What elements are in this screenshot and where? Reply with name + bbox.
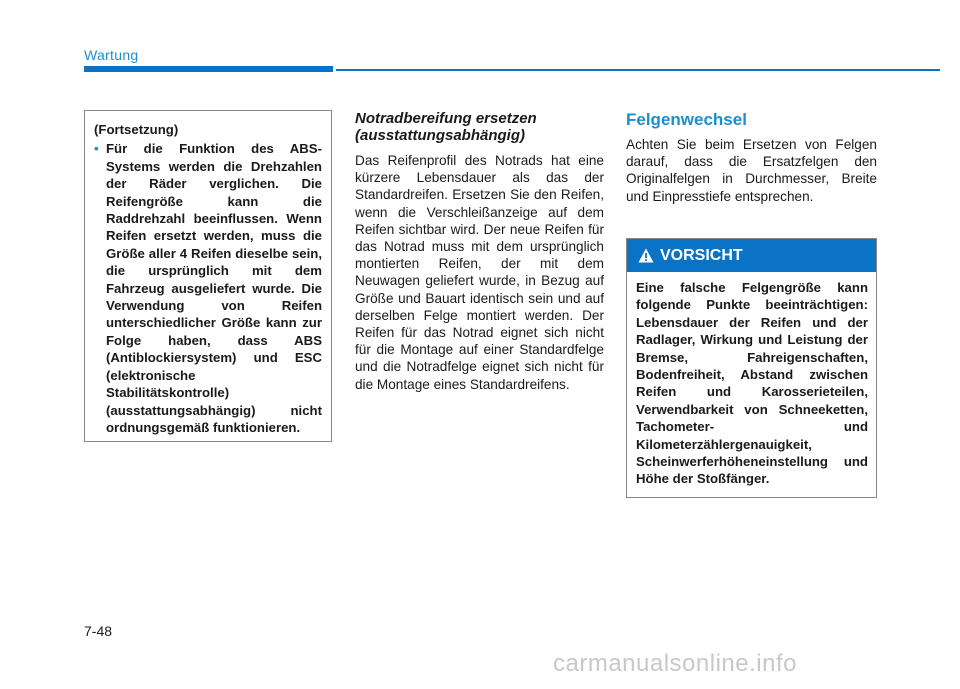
continuation-text: Für die Funktion des ABS-Systems werden die Drehzahlen der Räder verglichen. Die Reifengröße kann die Raddrehzahl beeinflussen. Wenn Reifen ersetzt werden, muss die Größe aller 4 Reifen dieselbe sein, die ursprünglich mit dem Fahrzeug ausgeliefert wurde. Die Verwendung von Reifen unterschiedlicher Größe kann zur Folge haben, dass ABS (Antiblockiersystem) und ESC (elektronische Stabilitätskontrolle) (ausstattungsabhängig) nicht ordnungsgemäß funktionieren. [106, 141, 322, 435]
watermark: carmanualsonline.info [553, 650, 797, 677]
spare-tire-subtitle: (ausstattungsabhängig) [355, 127, 526, 144]
continuation-bullet-item [94, 140, 322, 436]
wheel-change-section [626, 110, 877, 205]
bullet-icon: • [94, 141, 99, 157]
page-number: 7-48 [84, 623, 113, 639]
section-title: Wartung [84, 47, 139, 63]
caution-label: VORSICHT [660, 246, 743, 264]
warning-triangle-icon [638, 248, 654, 263]
continuation-box [84, 110, 332, 442]
spare-tire-section [355, 110, 604, 393]
spare-tire-body: Das Reifenprofil des Notrads hat eine kürzere Lebensdauer als das der Standardreifen. Ersetzen Sie den Reifen, wenn die Verschleißanzeige auf dem Reifen sichtbar wird. Der neue Reifen für das Notrad muss mit dem ursprünglich montierten Reifen, der mit dem Neuwagen geliefert wurde, in Bezug auf Größe und Bauart identisch sein und auf derselben Felge montiert werden. Der Reifen für das Notrad eignet sich nicht für die Montage auf einer Standardfelge und die Notradfelge eignet sich nicht für die Montage eines Standardreifens. [355, 153, 604, 392]
header-rule-thick [84, 66, 333, 72]
caution-header [627, 239, 876, 272]
caution-text: Eine falsche Felgengröße kann folgende Punkte beeinträchtigen: Lebensdauer der Reifen und der Radlager, Wirkung und Leistung der Bremse, Fahreigenschaften, Bodenfreiheit, Abstand zwischen Reifen und Karosserieteilen, Verwendbarkeit von Schneeketten, Tachometer- und Kilometerzählergenauigkeit, Scheinwerferhöheneinstellung und Höhe der Stoßfänger. [636, 280, 868, 487]
spare-tire-heading [355, 110, 604, 144]
wheel-change-body: Achten Sie beim Ersetzen von Felgen darauf, dass die Ersatzfelgen den Originalfelgen in Durchmesser, Breite und Einpresstiefe entsprechen. [626, 137, 877, 204]
continuation-heading: (Fortsetzung) [94, 122, 179, 137]
header-rule-thin [336, 69, 940, 71]
spare-tire-title: Notradbereifung ersetzen [355, 110, 537, 127]
wheel-change-heading: Felgenwechsel [626, 110, 747, 129]
caution-box [626, 238, 877, 498]
